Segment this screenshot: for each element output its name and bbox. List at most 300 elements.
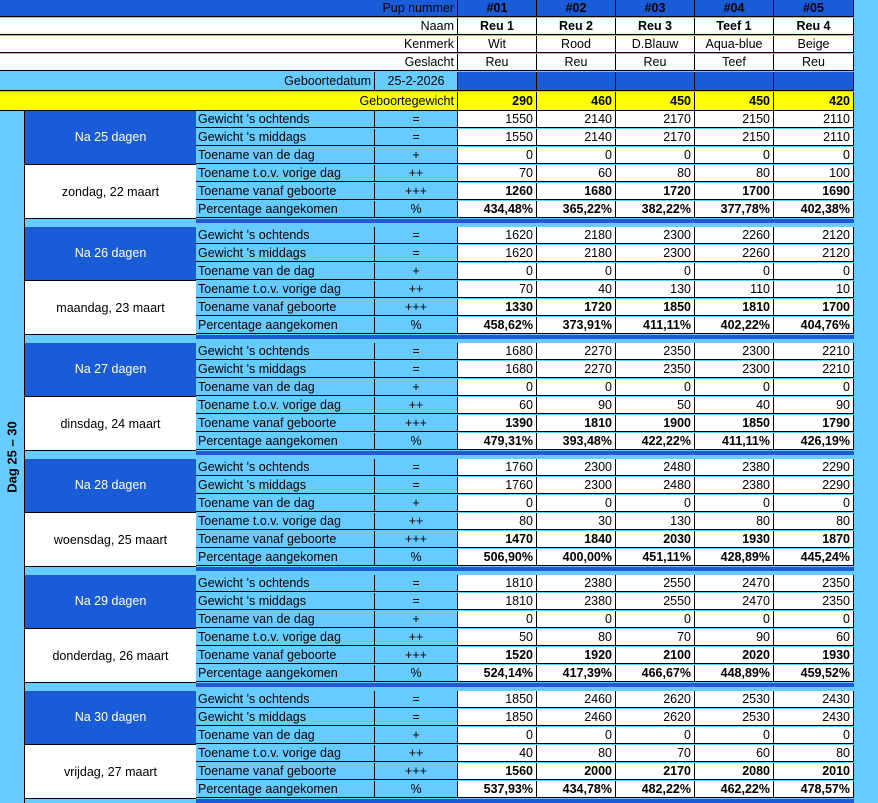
value-cell[interactable]: 466,67% [616,665,695,682]
pup-geslacht-4: Teef [695,54,774,71]
row-symbol: = [375,111,458,128]
value-cell[interactable]: 2000 [537,763,616,780]
table-row [0,245,878,263]
value-cell[interactable]: 434,48% [458,201,537,218]
pup-gewicht-5: 420 [774,92,854,111]
value-cell[interactable]: 90 [774,397,854,414]
day-date-label: zondag, 22 maart [25,165,196,219]
value-cell[interactable]: 2480 [616,459,695,476]
value-cell[interactable]: 1620 [458,227,537,244]
value-cell[interactable]: 0 [695,147,774,164]
value-cell[interactable]: 2260 [695,227,774,244]
value-cell[interactable]: 0 [774,147,854,164]
value-cell[interactable]: 422,22% [616,433,695,450]
table-row [0,433,878,451]
value-cell[interactable]: 2270 [537,343,616,360]
value-cell[interactable]: 537,93% [458,781,537,798]
pup-kenmerk-4: Aqua-blue [695,36,774,53]
value-cell[interactable]: 2300 [616,227,695,244]
empty-cell [774,72,854,91]
value-cell[interactable]: 2350 [616,361,695,378]
pup-kenmerk-5: Beige [774,36,854,53]
side-label: Dag 25 – 30 [4,421,20,493]
value-cell[interactable]: 0 [695,263,774,280]
value-cell[interactable]: 2300 [537,477,616,494]
row-label: Toename vanaf geboorte [196,647,375,664]
value-cell[interactable]: 428,89% [695,549,774,566]
value-cell[interactable]: 70 [458,165,537,182]
value-cell[interactable]: 2480 [616,477,695,494]
value-cell[interactable]: 1810 [458,593,537,610]
pup-naam-4: Teef 1 [695,18,774,35]
row-symbol: ++ [375,745,458,762]
value-cell[interactable]: 110 [695,281,774,298]
value-cell[interactable]: 1680 [537,183,616,200]
header-row-geboortegewicht [0,92,878,111]
table-row [0,611,878,629]
pup-kenmerk-3: D.Blauw [616,36,695,53]
row-symbol: +++ [375,763,458,780]
value-cell[interactable]: 2120 [774,245,854,262]
value-cell[interactable]: 2100 [616,647,695,664]
value-cell[interactable]: 2430 [774,709,854,726]
day-date-label: vrijdag, 27 maart [25,745,196,799]
day-date-label: woensdag, 25 maart [25,513,196,567]
header-row-pup-nummer [0,0,878,18]
value-cell[interactable]: 2430 [774,691,854,708]
value-cell[interactable]: 1850 [616,299,695,316]
table-row [0,781,878,799]
value-cell[interactable]: 0 [458,379,537,396]
value-cell[interactable]: 2620 [616,709,695,726]
value-cell[interactable]: 0 [616,495,695,512]
row-label: Gewicht 's ochtends [196,227,375,244]
value-cell[interactable]: 2110 [774,111,854,128]
table-row [0,379,878,397]
value-cell[interactable]: 1790 [774,415,854,432]
value-cell[interactable]: 2460 [537,709,616,726]
value-cell[interactable]: 402,38% [774,201,854,218]
value-cell[interactable]: 2290 [774,477,854,494]
row-label: Toename t.o.v. vorige dag [196,513,375,530]
value-cell[interactable]: 0 [537,495,616,512]
value-cell[interactable]: 2080 [695,763,774,780]
value-cell[interactable]: 0 [695,727,774,744]
value-cell[interactable]: 1850 [458,709,537,726]
row-label: Toename vanaf geboorte [196,763,375,780]
value-cell[interactable]: 382,22% [616,201,695,218]
row-label: Gewicht 's middags [196,129,375,146]
row-symbol: ++ [375,281,458,298]
value-cell[interactable]: 2140 [537,129,616,146]
row-label: Toename van de dag [196,263,375,280]
value-cell[interactable]: 1900 [616,415,695,432]
value-cell[interactable]: 1700 [695,183,774,200]
day-date-label: maandag, 23 maart [25,281,196,335]
row-symbol: % [375,201,458,218]
table-row [0,281,878,299]
days-since-birth-label: Na 29 dagen [25,575,196,629]
value-cell[interactable]: 1390 [458,415,537,432]
row-label: Toename van de dag [196,147,375,164]
value-cell[interactable]: 80 [458,513,537,530]
row-symbol: = [375,129,458,146]
value-cell[interactable]: 2380 [537,575,616,592]
row-symbol: + [375,611,458,628]
row-symbol: +++ [375,415,458,432]
value-cell[interactable]: 1700 [774,299,854,316]
day-date-label: donderdag, 26 maart [25,629,196,683]
value-cell[interactable]: 462,22% [695,781,774,798]
value-cell[interactable]: 40 [537,281,616,298]
row-symbol: ++ [375,397,458,414]
value-cell[interactable]: 90 [695,629,774,646]
value-cell[interactable]: 1850 [695,415,774,432]
row-symbol: ++ [375,629,458,646]
value-cell[interactable]: 40 [695,397,774,414]
row-label: Percentage aangekomen [196,549,375,566]
value-cell[interactable]: 0 [458,727,537,744]
value-cell[interactable]: 60 [458,397,537,414]
value-cell[interactable]: 30 [537,513,616,530]
value-cell[interactable]: 70 [616,745,695,762]
value-cell[interactable]: 2170 [616,111,695,128]
value-cell[interactable]: 1870 [774,531,854,548]
value-cell[interactable]: 377,78% [695,201,774,218]
value-cell[interactable]: 0 [695,611,774,628]
row-symbol: ++ [375,513,458,530]
days-since-birth-label: Na 28 dagen [25,459,196,513]
value-cell[interactable]: 80 [537,629,616,646]
value-cell[interactable]: 0 [458,495,537,512]
table-row [0,665,878,683]
row-symbol: +++ [375,531,458,548]
value-cell[interactable]: 2260 [695,245,774,262]
row-symbol: % [375,433,458,450]
value-cell[interactable]: 0 [774,263,854,280]
value-cell[interactable]: 1690 [774,183,854,200]
table-row [0,763,878,781]
row-label: Gewicht 's middags [196,477,375,494]
value-cell[interactable]: 2300 [695,361,774,378]
value-cell[interactable]: 2620 [616,691,695,708]
pup-geslacht-1: Reu [458,54,537,71]
value-cell[interactable]: 482,22% [616,781,695,798]
value-cell[interactable]: 1680 [458,361,537,378]
value-cell[interactable]: 40 [458,745,537,762]
value-cell[interactable]: 524,14% [458,665,537,682]
value-cell[interactable]: 2530 [695,709,774,726]
value-cell[interactable]: 1720 [537,299,616,316]
empty-cell [458,72,537,91]
row-label: Toename van de dag [196,727,375,744]
value-cell[interactable]: 400,00% [537,549,616,566]
value-cell[interactable]: 1850 [458,691,537,708]
row-label: Toename t.o.v. vorige dag [196,745,375,762]
value-cell[interactable]: 2020 [695,647,774,664]
value-cell[interactable]: 1550 [458,129,537,146]
value-cell[interactable]: 10 [774,281,854,298]
row-symbol: +++ [375,299,458,316]
value-cell[interactable]: 2110 [774,129,854,146]
value-cell[interactable]: 1760 [458,459,537,476]
value-cell[interactable]: 0 [537,147,616,164]
value-cell[interactable]: 448,89% [695,665,774,682]
value-cell[interactable]: 2470 [695,575,774,592]
table-row [0,459,878,477]
pup-nr-5: #05 [774,0,854,17]
row-symbol: % [375,549,458,566]
pup-nummer-label: Pup nummer [0,0,458,17]
value-cell[interactable]: 2300 [616,245,695,262]
value-cell[interactable]: 2180 [537,227,616,244]
value-cell[interactable]: 2460 [537,691,616,708]
value-cell[interactable]: 411,11% [616,317,695,334]
row-symbol: = [375,343,458,360]
value-cell[interactable]: 1760 [458,477,537,494]
value-cell[interactable]: 0 [774,727,854,744]
table-row [0,709,878,727]
value-cell[interactable]: 506,90% [458,549,537,566]
value-cell[interactable]: 130 [616,513,695,530]
pup-naam-2: Reu 2 [537,18,616,35]
row-symbol: = [375,593,458,610]
pup-gewicht-2: 460 [537,92,616,111]
row-label: Toename van de dag [196,379,375,396]
value-cell[interactable]: 100 [774,165,854,182]
row-label: Gewicht 's ochtends [196,691,375,708]
value-cell[interactable]: 1520 [458,647,537,664]
kenmerk-label: Kenmerk [0,36,458,53]
value-cell[interactable]: 70 [616,629,695,646]
value-cell[interactable]: 2210 [774,361,854,378]
pup-geslacht-2: Reu [537,54,616,71]
row-symbol: + [375,727,458,744]
value-cell[interactable]: 2550 [616,575,695,592]
row-symbol: = [375,691,458,708]
value-cell[interactable]: 1720 [616,183,695,200]
row-symbol: + [375,263,458,280]
value-cell[interactable]: 2380 [537,593,616,610]
value-cell[interactable]: 417,39% [537,665,616,682]
days-since-birth-label: Na 27 dagen [25,343,196,397]
value-cell[interactable]: 2350 [774,593,854,610]
value-cell[interactable]: 0 [774,495,854,512]
value-cell[interactable]: 80 [774,513,854,530]
value-cell[interactable]: 2120 [774,227,854,244]
value-cell[interactable]: 2030 [616,531,695,548]
value-cell[interactable]: 1470 [458,531,537,548]
value-cell[interactable]: 2470 [695,593,774,610]
table-row [0,111,878,129]
value-cell[interactable]: 80 [695,513,774,530]
row-symbol: + [375,495,458,512]
value-cell[interactable]: 2350 [774,575,854,592]
block-separator [196,219,854,223]
row-label: Toename vanaf geboorte [196,183,375,200]
value-cell[interactable]: 90 [537,397,616,414]
value-cell[interactable]: 2380 [695,459,774,476]
table-row [0,147,878,165]
value-cell[interactable]: 2180 [537,245,616,262]
value-cell[interactable]: 2150 [695,129,774,146]
value-cell[interactable]: 0 [458,611,537,628]
value-cell[interactable]: 2010 [774,763,854,780]
value-cell[interactable]: 80 [616,165,695,182]
row-symbol: = [375,227,458,244]
value-cell[interactable]: 458,62% [458,317,537,334]
block-separator [196,683,854,687]
value-cell[interactable]: 0 [458,263,537,280]
value-cell[interactable]: 0 [616,263,695,280]
value-cell[interactable]: 2350 [616,343,695,360]
geboortegewicht-label: Geboortegewicht [0,92,458,111]
value-cell[interactable]: 393,48% [537,433,616,450]
table-row [0,647,878,665]
value-cell[interactable]: 2270 [537,361,616,378]
value-cell[interactable]: 1930 [774,647,854,664]
value-cell[interactable]: 478,57% [774,781,854,798]
value-cell[interactable]: 1560 [458,763,537,780]
table-row [0,361,878,379]
row-symbol: % [375,781,458,798]
value-cell[interactable]: 1330 [458,299,537,316]
table-row [0,343,878,361]
value-cell[interactable]: 2550 [616,593,695,610]
value-cell[interactable]: 2300 [537,459,616,476]
value-cell[interactable]: 434,78% [537,781,616,798]
value-cell[interactable]: 1840 [537,531,616,548]
pup-nr-1: #01 [458,0,537,17]
value-cell[interactable]: 1550 [458,111,537,128]
value-cell[interactable]: 1260 [458,183,537,200]
value-cell[interactable]: 2210 [774,343,854,360]
value-cell[interactable]: 426,19% [774,433,854,450]
empty-cell [695,72,774,91]
pup-nr-3: #03 [616,0,695,17]
value-cell[interactable]: 2140 [537,111,616,128]
value-cell[interactable]: 1930 [695,531,774,548]
row-label: Toename vanaf geboorte [196,531,375,548]
value-cell[interactable]: 2530 [695,691,774,708]
value-cell[interactable]: 0 [616,379,695,396]
pup-naam-3: Reu 3 [616,18,695,35]
row-symbol: = [375,245,458,262]
row-symbol: = [375,361,458,378]
table-row [0,745,878,763]
value-cell[interactable]: 0 [695,495,774,512]
value-cell[interactable]: 451,11% [616,549,695,566]
value-cell[interactable]: 60 [774,629,854,646]
block-separator [196,451,854,455]
value-cell[interactable]: 80 [537,745,616,762]
value-cell[interactable]: 1620 [458,245,537,262]
value-cell[interactable]: 0 [774,611,854,628]
value-cell[interactable]: 0 [458,147,537,164]
value-cell[interactable]: 0 [616,727,695,744]
value-cell[interactable]: 479,31% [458,433,537,450]
row-label: Gewicht 's ochtends [196,459,375,476]
value-cell[interactable]: 60 [695,745,774,762]
value-cell[interactable]: 365,22% [537,201,616,218]
value-cell[interactable]: 2150 [695,111,774,128]
block-separator [196,799,854,803]
table-row [0,299,878,317]
header-row-geboortedatum [0,72,878,92]
value-cell[interactable]: 2170 [616,763,695,780]
value-cell[interactable]: 0 [537,611,616,628]
block-separator [196,567,854,571]
value-cell[interactable]: 0 [537,263,616,280]
value-cell[interactable]: 373,91% [537,317,616,334]
value-cell[interactable]: 2290 [774,459,854,476]
row-label: Percentage aangekomen [196,317,375,334]
value-cell[interactable]: 1680 [458,343,537,360]
value-cell[interactable]: 60 [537,165,616,182]
value-cell[interactable]: 80 [774,745,854,762]
value-cell[interactable]: 404,76% [774,317,854,334]
day-date-label: dinsdag, 24 maart [25,397,196,451]
value-cell[interactable]: 1810 [537,415,616,432]
table-row [0,201,878,219]
row-label: Toename van de dag [196,611,375,628]
pup-gewicht-4: 450 [695,92,774,111]
row-label: Percentage aangekomen [196,201,375,218]
row-symbol: + [375,147,458,164]
value-cell[interactable]: 50 [616,397,695,414]
value-cell[interactable]: 1810 [458,575,537,592]
row-label: Gewicht 's middags [196,593,375,610]
row-label: Toename t.o.v. vorige dag [196,629,375,646]
value-cell[interactable]: 0 [537,379,616,396]
row-symbol: = [375,709,458,726]
value-cell[interactable]: 50 [458,629,537,646]
value-cell[interactable]: 0 [695,379,774,396]
naam-label: Naam [0,18,458,35]
value-cell[interactable]: 0 [616,611,695,628]
value-cell[interactable]: 411,11% [695,433,774,450]
value-cell[interactable]: 80 [695,165,774,182]
value-cell[interactable]: 445,24% [774,549,854,566]
value-cell[interactable]: 1920 [537,647,616,664]
value-cell[interactable]: 0 [774,379,854,396]
value-cell[interactable]: 130 [616,281,695,298]
value-cell[interactable]: 2380 [695,477,774,494]
table-row [0,477,878,495]
header-row-geslacht [0,54,878,72]
header-row-kenmerk [0,36,878,54]
value-cell[interactable]: 402,22% [695,317,774,334]
row-label: Toename vanaf geboorte [196,415,375,432]
row-symbol: % [375,665,458,682]
pup-geslacht-3: Reu [616,54,695,71]
days-since-birth-label: Na 26 dagen [25,227,196,281]
value-cell[interactable]: 1810 [695,299,774,316]
value-cell[interactable]: 2170 [616,129,695,146]
value-cell[interactable]: 70 [458,281,537,298]
value-cell[interactable]: 0 [537,727,616,744]
days-since-birth-label: Na 30 dagen [25,691,196,745]
value-cell[interactable]: 2300 [695,343,774,360]
row-label: Gewicht 's ochtends [196,575,375,592]
value-cell[interactable]: 459,52% [774,665,854,682]
table-row [0,691,878,709]
table-row [0,629,878,647]
pup-naam-5: Reu 4 [774,18,854,35]
table-row [0,227,878,245]
value-cell[interactable]: 0 [616,147,695,164]
pup-naam-1: Reu 1 [458,18,537,35]
